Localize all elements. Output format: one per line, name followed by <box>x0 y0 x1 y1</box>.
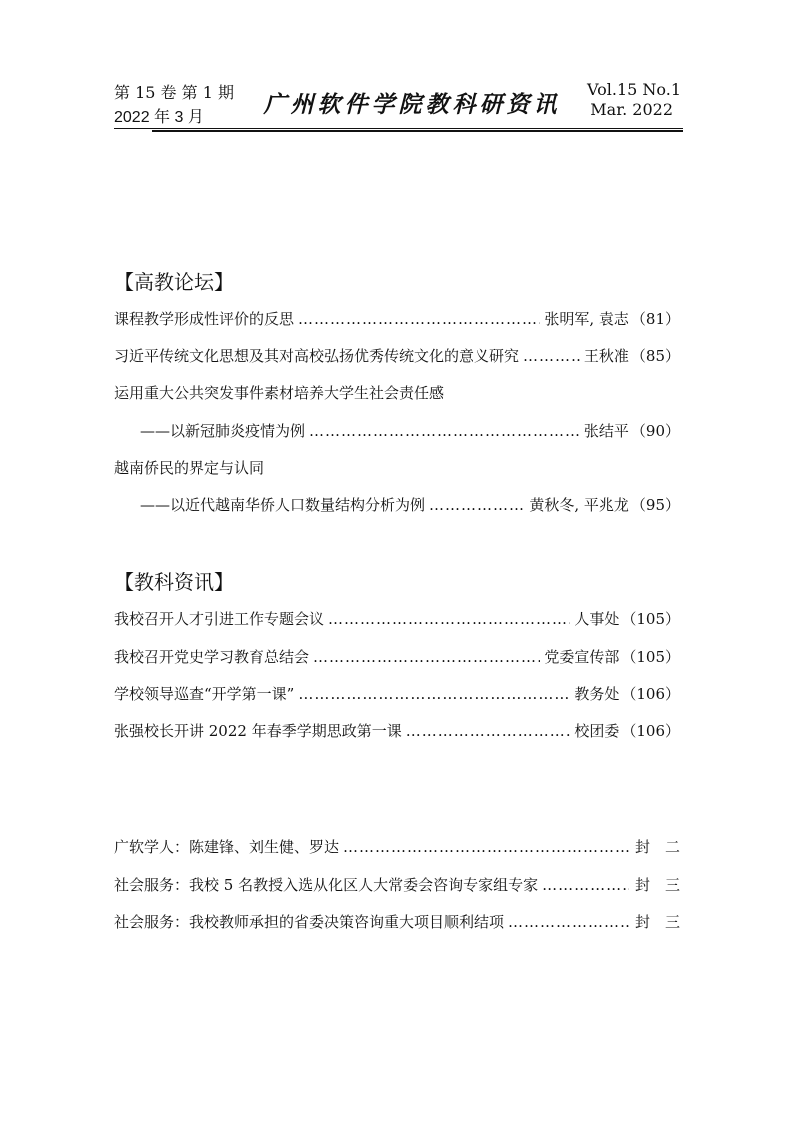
toc-entry-author: 党委宣传部 <box>544 648 620 666</box>
toc-leader-dots <box>313 648 540 666</box>
cover-entry-page: 封 二 <box>634 838 680 856</box>
toc-entry-title[interactable]: 运用重大公共突发事件素材培养大学生社会责任感 <box>114 384 445 402</box>
publication-date-cn: 2022 年 3 月 <box>114 109 204 126</box>
toc-entry-subtitle: ——以新冠肺炎疫情为例 <box>140 422 306 440</box>
cover-entry[interactable] <box>114 874 680 898</box>
volume-issue: 第 15 卷 第 1 期 <box>114 83 234 102</box>
cover-entry-title: 广软学人：陈建锋、刘生健、罗达 <box>114 838 340 856</box>
cover-entry-page: 封 三 <box>634 876 680 894</box>
publication-date-en: Mar. 2022 <box>590 100 673 119</box>
toc-entry-title: 张强校长开讲 2022 年春季学期思政第一课 <box>114 722 402 740</box>
toc-entry-page: （85） <box>630 347 680 365</box>
toc-entry[interactable] <box>114 683 680 707</box>
header-rule-thick <box>152 130 683 132</box>
toc-entry[interactable] <box>114 308 680 332</box>
toc-entry-author: 张明军, 袁志 <box>544 310 629 328</box>
toc-entry-page: （90） <box>630 422 680 440</box>
cover-entry[interactable] <box>114 911 680 935</box>
toc-entry[interactable] <box>114 646 680 670</box>
toc-leader-dots <box>406 722 571 740</box>
toc-entry-page: （95） <box>630 496 680 514</box>
toc-entry-page: （105） <box>621 648 680 666</box>
section-title-news: 【教科资讯】 <box>114 570 234 594</box>
cover-entry-title: 社会服务：我校 5 名教授入选从化区人大常委会咨询专家组专家 <box>114 876 539 894</box>
toc-entry-page: （105） <box>621 610 680 628</box>
toc-entry[interactable] <box>114 345 680 369</box>
toc-entry[interactable] <box>140 494 680 518</box>
toc-entry-subtitle: ——以近代越南华侨人口数量结构分析为例 <box>140 496 426 514</box>
journal-title: 广州软件学院教科研资讯 <box>263 91 561 118</box>
cover-entry[interactable] <box>114 836 680 860</box>
section-title-higher-education: 【高教论坛】 <box>114 270 234 294</box>
toc-leader-dots <box>298 685 570 703</box>
toc-leader-dots <box>328 610 570 628</box>
toc-entry-author: 人事处 <box>574 610 620 628</box>
toc-entry-page: （81） <box>630 310 680 328</box>
toc-entry-title: 课程教学形成性评价的反思 <box>114 310 295 328</box>
toc-entry-page: （106） <box>621 685 680 703</box>
toc-entry-author: 张结平 <box>583 422 629 440</box>
toc-leader-dots <box>343 838 629 856</box>
toc-entry[interactable] <box>114 608 680 632</box>
toc-entry-author: 校团委 <box>574 722 620 740</box>
toc-leader-dots <box>298 310 540 328</box>
toc-leader-dots <box>309 422 580 440</box>
toc-leader-dots <box>508 913 629 931</box>
toc-entry-author: 王秋准 <box>583 347 629 365</box>
volume-issue-en: Vol.15 No.1 <box>587 80 681 99</box>
toc-entry-page: （106） <box>621 722 680 740</box>
toc-entry-author: 黄秋冬, 平兆龙 <box>529 496 629 514</box>
cover-entry-title: 社会服务：我校教师承担的省委决策咨询重大项目顺利结项 <box>114 913 505 931</box>
toc-entry-title[interactable]: 越南侨民的界定与认同 <box>114 459 265 477</box>
toc-entry[interactable] <box>114 720 680 744</box>
toc-entry-title: 我校召开党史学习教育总结会 <box>114 648 310 666</box>
toc-entry[interactable] <box>140 420 680 444</box>
header-rule <box>114 128 683 129</box>
toc-entry-title: 我校召开人才引进工作专题会议 <box>114 610 325 628</box>
page-header <box>0 0 793 140</box>
toc-leader-dots <box>429 496 525 514</box>
toc-leader-dots <box>542 876 629 894</box>
toc-entry-author: 教务处 <box>574 685 620 703</box>
toc-leader-dots <box>523 347 580 365</box>
toc-entry-title: 习近平传统文化思想及其对高校弘扬优秀传统文化的意义研究 <box>114 347 520 365</box>
toc-entry-title: 学校领导巡查“开学第一课” <box>114 685 295 703</box>
cover-entry-page: 封 三 <box>634 913 680 931</box>
